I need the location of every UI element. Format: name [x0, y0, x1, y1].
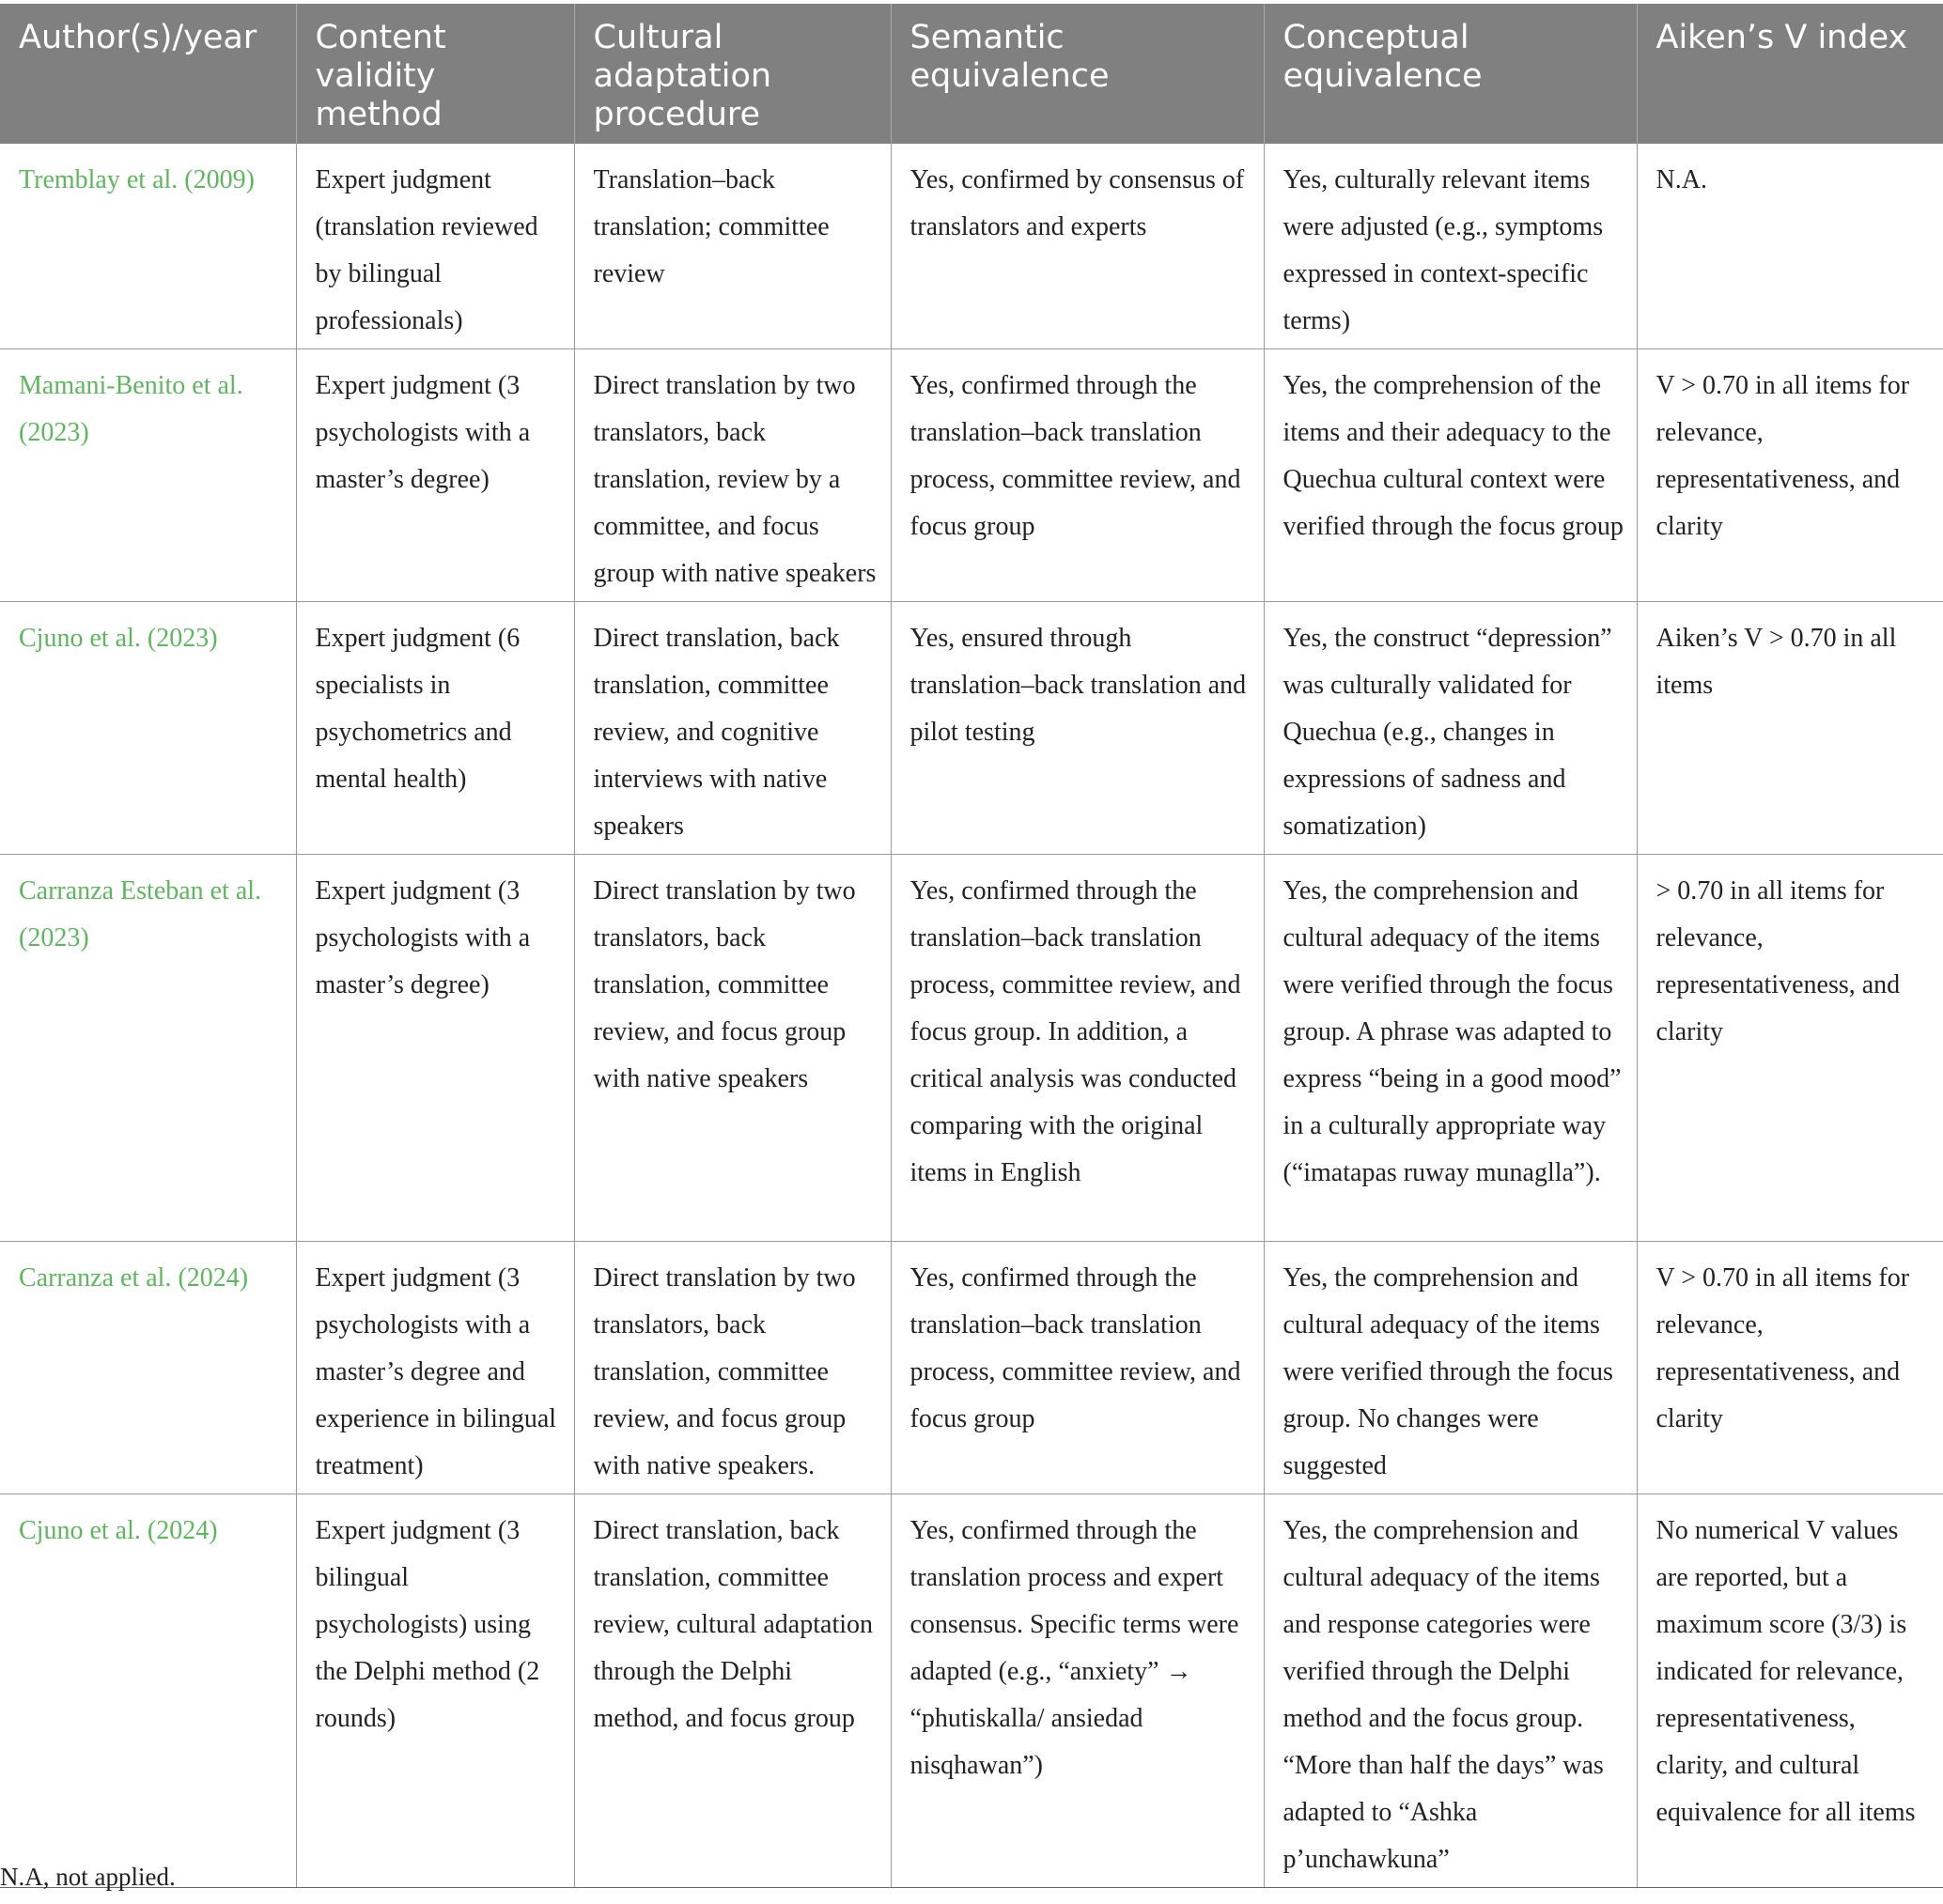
cell-semantic: Yes, confirmed through the translation–back translation process, committee review, and focus group — [891, 1242, 1264, 1494]
cell-content-validity: Expert judgment (3 psychologists with a master’s degree and experience in bilingual treatment) — [296, 1242, 574, 1494]
table-footnote: N.A, not applied. — [0, 1863, 176, 1891]
validity-table — [0, 4, 1943, 1888]
cell-content-validity: Expert judgment (6 specialists in psychometrics and mental health) — [296, 602, 574, 855]
header-row — [0, 4, 1943, 144]
cell-aiken: V > 0.70 in all items for relevance, representativeness, and clarity — [1637, 349, 1943, 602]
header-semantic: Semantic equivalence — [891, 4, 1264, 144]
cell-semantic: Yes, confirmed through the translation process and expert consensus. Specific terms were adapted (e.g., “anxiety” → “phutiskalla/ ansiedad nisqhawan”) — [891, 1494, 1264, 1888]
header-cultural-adaptation: Cultural adaptation procedure — [574, 4, 891, 144]
cell-aiken: > 0.70 in all items for relevance, representativeness, and clarity — [1637, 855, 1943, 1242]
table-row — [0, 1242, 1943, 1494]
author-link[interactable]: Mamani-Benito et al. (2023) — [0, 349, 296, 602]
cell-conceptual: Yes, the construct “depression” was culturally validated for Quechua (e.g., changes in expressions of sadness and somatization) — [1264, 602, 1637, 855]
author-link[interactable]: Tremblay et al. (2009) — [0, 144, 296, 349]
cell-content-validity: Expert judgment (translation reviewed by bilingual professionals) — [296, 144, 574, 349]
cell-conceptual: Yes, the comprehension and cultural adequacy of the items were verified through the focus group. No changes were suggested — [1264, 1242, 1637, 1494]
cell-cultural-adaptation: Direct translation, back translation, committee review, and cognitive interviews with native speakers — [574, 602, 891, 855]
cell-content-validity: Expert judgment (3 psychologists with a master’s degree) — [296, 349, 574, 602]
cell-semantic: Yes, confirmed through the translation–back translation process, committee review, and focus group. In addition, a critical analysis was conducted comparing with the original items in English — [891, 855, 1264, 1242]
author-link[interactable]: Cjuno et al. (2023) — [0, 602, 296, 855]
author-link[interactable]: Carranza et al. (2024) — [0, 1242, 296, 1494]
cell-conceptual: Yes, the comprehension of the items and their adequacy to the Quechua cultural context were verified through the focus group — [1264, 349, 1637, 602]
author-link[interactable]: Carranza Esteban et al. (2023) — [0, 855, 296, 1242]
table-row — [0, 602, 1943, 855]
cell-aiken: V > 0.70 in all items for relevance, representativeness, and clarity — [1637, 1242, 1943, 1494]
cell-semantic: Yes, ensured through translation–back translation and pilot testing — [891, 602, 1264, 855]
cell-conceptual: Yes, the comprehension and cultural adequacy of the items and response categories were verified through the Delphi method and the focus group. “More than half the days” was adapted to “Ashka p’unchawkuna” — [1264, 1494, 1637, 1888]
cell-cultural-adaptation: Direct translation, back translation, committee review, cultural adaptation through the Delphi method, and focus group — [574, 1494, 891, 1888]
cell-content-validity: Expert judgment (3 bilingual psychologists) using the Delphi method (2 rounds) — [296, 1494, 574, 1888]
cell-semantic: Yes, confirmed through the translation–back translation process, committee review, and focus group — [891, 349, 1264, 602]
header-aiken: Aiken’s V index — [1637, 4, 1943, 144]
table-row — [0, 1494, 1943, 1888]
cell-cultural-adaptation: Direct translation by two translators, back translation, committee review, and focus group with native speakers — [574, 855, 891, 1242]
cell-aiken: No numerical V values are reported, but a maximum score (3/3) is indicated for relevance, representativeness, clarity, and cultural equivalence for all items — [1637, 1494, 1943, 1888]
table-row — [0, 144, 1943, 349]
cell-cultural-adaptation: Direct translation by two translators, back translation, committee review, and focus group with native speakers. — [574, 1242, 891, 1494]
cell-semantic: Yes, confirmed by consensus of translators and experts — [891, 144, 1264, 349]
cell-conceptual: Yes, the comprehension and cultural adequacy of the items were verified through the focus group. A phrase was adapted to express “being in a good mood” in a culturally appropriate way (“imatapas ruway munaglla”). — [1264, 855, 1637, 1242]
table-header — [0, 4, 1943, 144]
cell-conceptual: Yes, culturally relevant items were adjusted (e.g., symptoms expressed in context-specific terms) — [1264, 144, 1637, 349]
header-conceptual: Conceptual equivalence — [1264, 4, 1637, 144]
table-row — [0, 349, 1943, 602]
cell-cultural-adaptation: Direct translation by two translators, back translation, review by a committee, and focus group with native speakers — [574, 349, 891, 602]
cell-aiken: Aiken’s V > 0.70 in all items — [1637, 602, 1943, 855]
header-author: Author(s)/year — [0, 4, 296, 144]
header-content-validity: Content validity method — [296, 4, 574, 144]
table-body — [0, 144, 1943, 1888]
table-row — [0, 855, 1943, 1242]
cell-cultural-adaptation: Translation–back translation; committee review — [574, 144, 891, 349]
cell-aiken: N.A. — [1637, 144, 1943, 349]
author-link[interactable]: Cjuno et al. (2024) — [0, 1494, 296, 1888]
cell-content-validity: Expert judgment (3 psychologists with a master’s degree) — [296, 855, 574, 1242]
